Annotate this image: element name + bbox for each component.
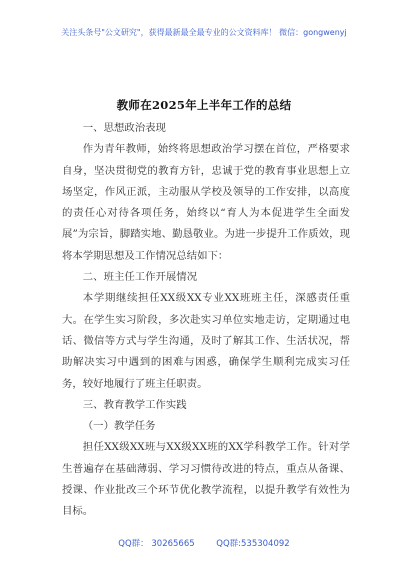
section-heading-2: 二、班主任工作开展情况 xyxy=(82,271,198,284)
document-body xyxy=(62,118,350,523)
page-title: 教师在2025年上半年工作的总结 xyxy=(116,98,292,112)
top-banner: 关注头条号"公文研究"，获得最新最全最专业的公文资料库！ 微信：gongwenyj xyxy=(61,28,347,37)
section-paragraph-1: 作为青年教师，始终将思想政治学习摆在首位，严格要求自身，坚决贯彻党的教育方针，忠诚于党的教育事业思想上立场坚定，作风正派，主动服从学校及领导的工作安排，以高度的责任心对待各项任务，始终以“育人为本促进学生全面发展”为宗旨，脚踏实地、勤恳敬业。为进一步提升工作质效，现将本学期思想及工作情况总结如下： xyxy=(62,143,350,262)
sub-heading-teaching-tasks: （一）教学任务 xyxy=(82,420,156,433)
section-paragraph-2: 本学期继续担任XX级XX专业XX班班主任，深感责任重大。在学生实习阶段，多次赴实习单位实地走访，定期通过电话、微信等方式与学生沟通，及时了解其工作、生活状况，帮助解决实习中遇到的困难与困惑，确保学生顺利完成实习任务，较好地履行了班主任职责。 xyxy=(62,292,350,390)
section-heading-3: 三、教育教学工作实践 xyxy=(82,398,187,411)
section-paragraph-3: 担任XX级XX班与XX级XX班的XX学科教学工作。针对学生普遍存在基础薄弱、学习习惯待改进的特点，重点从备课、授课、作业批改三个环节优化教学流程，以提升教学有效性为目标。 xyxy=(62,441,350,518)
section-heading-1: 一、思想政治表现 xyxy=(82,122,166,134)
footer-contact: QQ群： 30265665 QQ群:535304092 xyxy=(118,539,290,549)
